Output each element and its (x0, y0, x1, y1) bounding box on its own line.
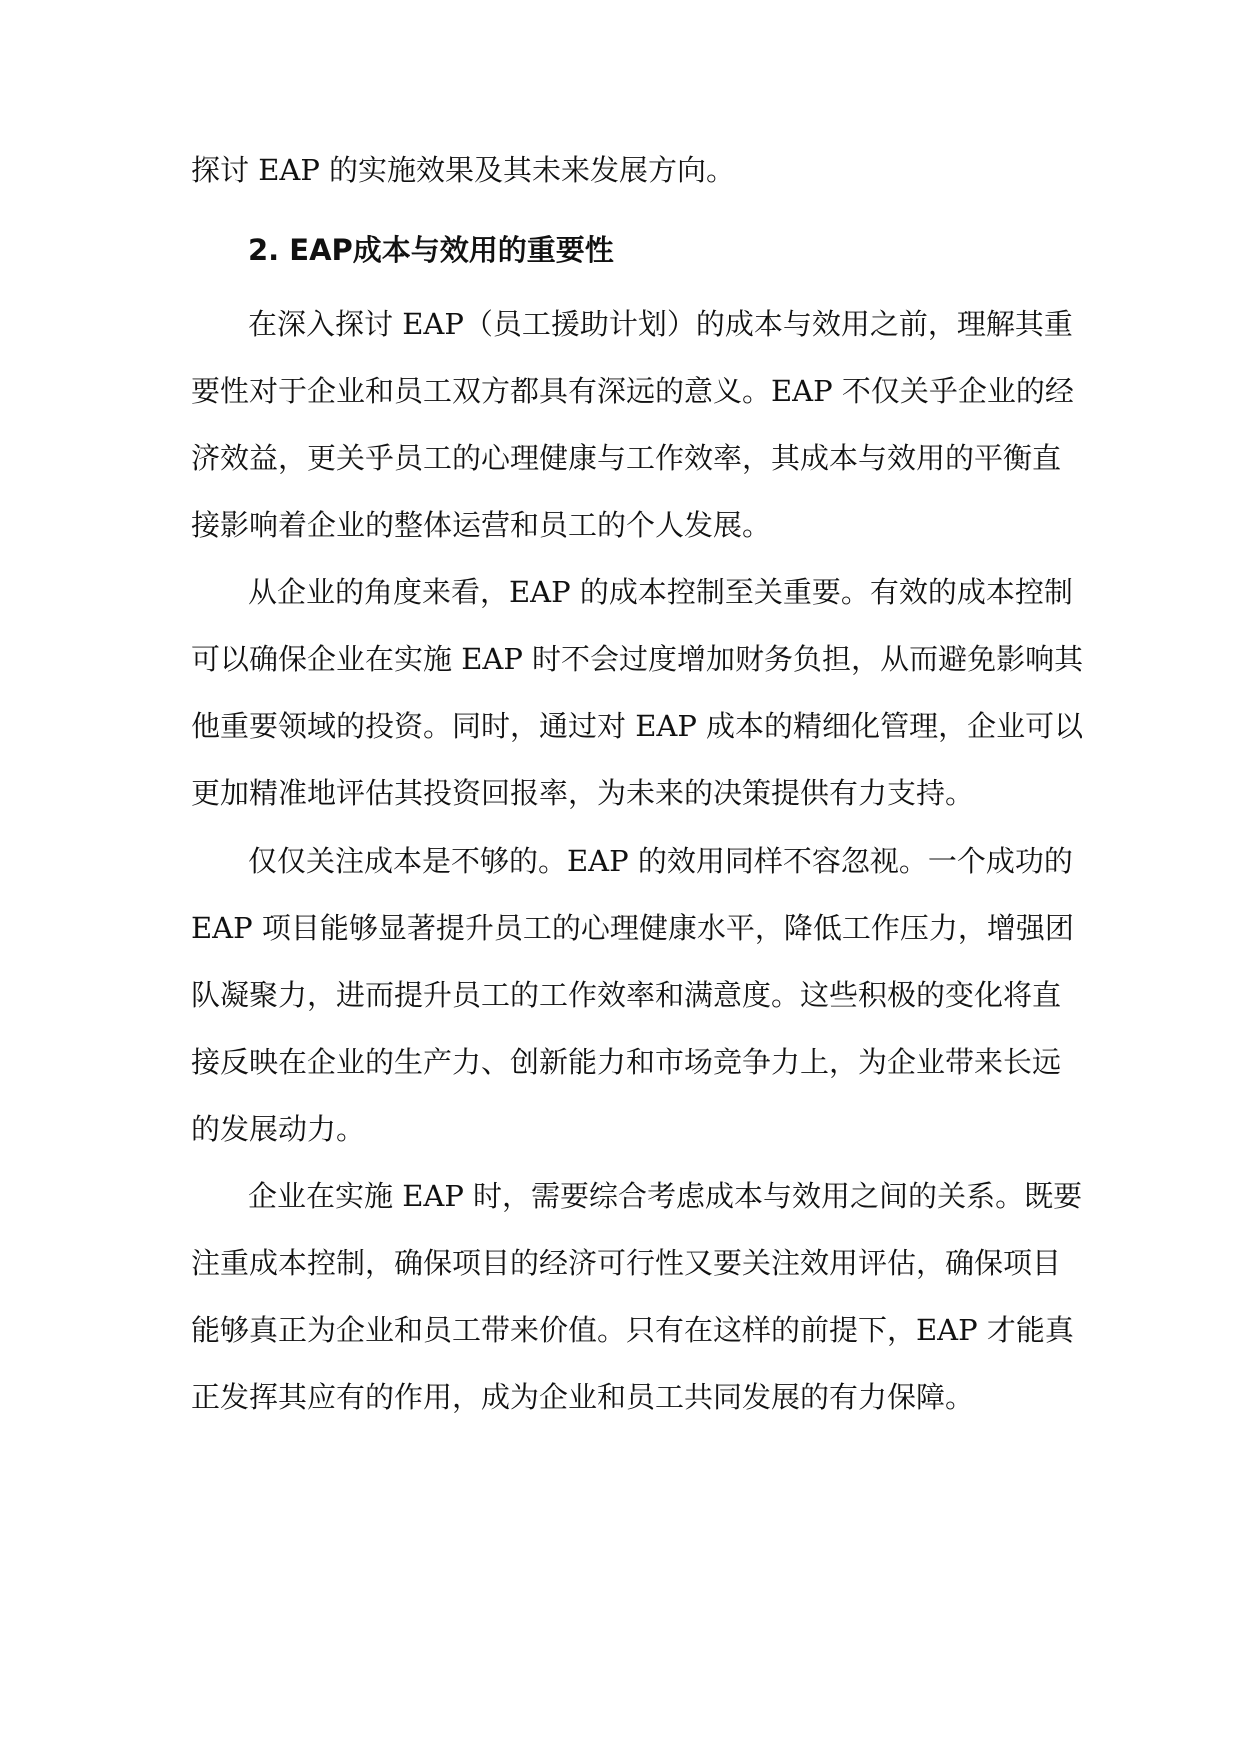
paragraph-line: 的发展动力。 (191, 1112, 366, 1146)
paragraph-line: EAP 项目能够显著提升员工的心理健康水平，降低工作压力，增强团 (191, 911, 1074, 945)
paragraph-line: 仅仅关注成本是不够的。EAP 的效用同样不容忽视。一个成功的 (248, 844, 1073, 878)
paragraph-line: 注重成本控制，确保项目的经济可行性又要关注效用评估，确保项目 (191, 1246, 1062, 1280)
paragraph-line: 从企业的角度来看，EAP 的成本控制至关重要。有效的成本控制 (248, 575, 1073, 609)
paragraph-line: 队凝聚力，进而提升员工的工作效率和满意度。这些积极的变化将直 (191, 978, 1062, 1012)
paragraph-line: 他重要领域的投资。同时，通过对 EAP 成本的精细化管理，企业可以 (191, 709, 1084, 743)
paragraph-line: 要性对于企业和员工双方都具有深远的意义。EAP 不仅关乎企业的经 (191, 374, 1074, 408)
paragraph-line: 更加精准地评估其投资回报率，为未来的决策提供有力支持。 (191, 776, 975, 810)
section-heading: 2. EAP成本与效用的重要性 (248, 233, 614, 267)
paragraph-line: 接影响着企业的整体运营和员工的个人发展。 (191, 508, 772, 542)
paragraph-line: 可以确保企业在实施 EAP 时不会过度增加财务负担，从而避免影响其 (191, 642, 1084, 676)
paragraph-line: 企业在实施 EAP 时，需要综合考虑成本与效用之间的关系。既要 (248, 1179, 1083, 1213)
paragraph-line: 济效益，更关乎员工的心理健康与工作效率，其成本与效用的平衡直 (191, 441, 1062, 475)
paragraph-line: 接反映在企业的生产力、创新能力和市场竞争力上，为企业带来长远 (191, 1045, 1062, 1079)
paragraph-line: 在深入探讨 EAP（员工援助计划）的成本与效用之前，理解其重 (248, 307, 1073, 341)
paragraph-line: 能够真正为企业和员工带来价值。只有在这样的前提下，EAP 才能真 (191, 1313, 1074, 1347)
carry-over-line: 探讨 EAP 的实施效果及其未来发展方向。 (191, 153, 736, 187)
paragraph-line: 正发挥其应有的作用，成为企业和员工共同发展的有力保障。 (191, 1380, 975, 1414)
